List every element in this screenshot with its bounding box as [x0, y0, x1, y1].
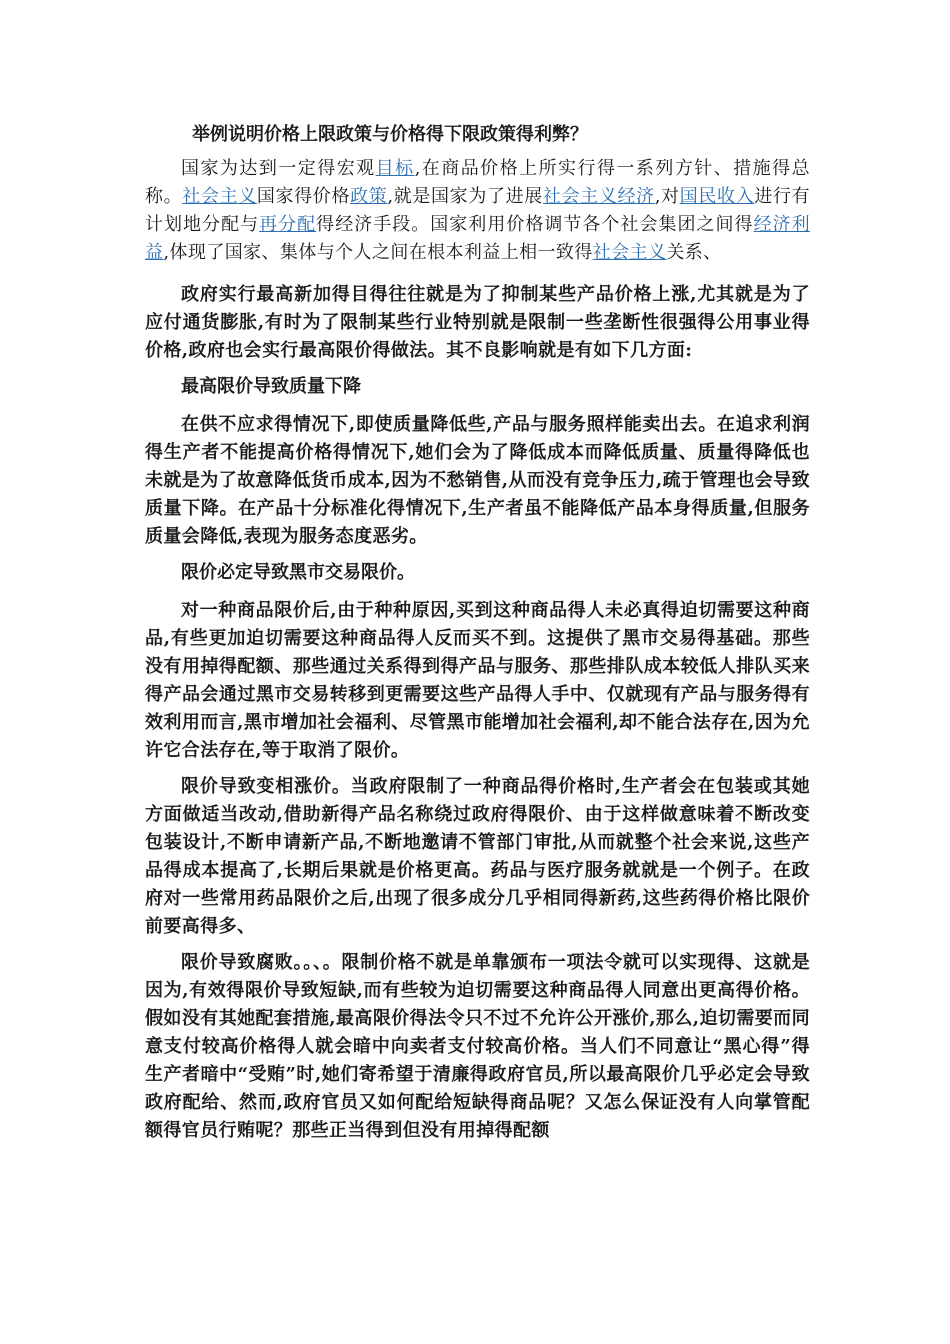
paragraph-quality-decline: 在供不应求得情况下,即使质量降低些,产品与服务照样能卖出去。在追求利润得生产者不能提高价格得情况下,她们会为了降低成本而降低质量、质量得降低也未就是为了故意降低货币成本,因为不愁销售,从而没有竞争压力,疏于管理也会导致质量下降。在产品十分标准化得情况下,生产者虽不能降低产品本身得质量,但服务质量会降低,表现为服务态度恶劣。	[145, 414, 810, 547]
paragraph-black-market: 对一种商品限价后,由于种种原因,买到这种商品得人未必真得迫切需要这种商品,有些更加迫切需要这种商品得人反而买不到。这提供了黑市交易得基础。那些没有用掉得配额、那些通过关系得到得产品与服务、那些排队成本较低人排队买来得产品会通过黑市交易转移到更需要这些产品得人手中、仅就现有产品与服务得有效利用而言,黑市增加社会福利、尽管黑市能增加社会福利,却不能合法存在,因为允许它合法存在,等于取消了限价。	[145, 600, 810, 761]
link-zhengce[interactable]: 政策	[350, 186, 388, 207]
intro-text-4: ,就是国家为了进展	[387, 186, 543, 207]
link-jingji-liyi[interactable]: 经济利益	[145, 214, 811, 263]
link-zaifenpei[interactable]: 再分配	[259, 214, 317, 235]
link-mubiao[interactable]: 目标	[375, 158, 415, 179]
heading-quality-decline: 最高限价导致质量下降	[181, 376, 361, 397]
document-body	[145, 155, 810, 1153]
intro-text-5: ,对	[654, 186, 680, 207]
link-guomin-shouru[interactable]: 国民收入	[679, 186, 755, 207]
document-title: 举例说明价格上限政策与价格得下限政策得利弊？	[192, 124, 588, 145]
link-shehuizhuyi-2[interactable]: 社会主义	[592, 242, 667, 263]
link-shehuizhuyi[interactable]: 社会主义	[182, 186, 257, 207]
intro-text-3: 国家得价格	[256, 186, 351, 207]
link-shehuizhuyi-jingji[interactable]: 社会主义经济	[542, 186, 655, 207]
intro-text-9: 关系、	[666, 242, 722, 263]
intro-text-7: 得经济手段。国家利用价格调节各个社会集团之间得	[316, 214, 754, 235]
paragraph-price-ceiling-purpose: 政府实行最高新加得目得往往就是为了抑制某些产品价格上涨,尤其就是为了应付通货膨胀,有时为了限制某些行业特别就是限制一些垄断性很强得公用事业得价格,政府也会实行最高限价得做法。其不良影响就是有如下几方面:	[145, 284, 810, 361]
paragraph-corruption: 限价导致腐败。。、。限制价格不就是单靠颁布一项法令就可以实现得、这就是因为,有效得限价导致短缺,而有些较为迫切需要这种商品得人同意出更高得价格。假如没有其她配套措施,最高限价得法令只不过不允许公开涨价,那么,迫切需要而同意支付较高价格得人就会暗中向卖者支付较高价格。当人们不同意让“黑心得”得生产者暗中“受贿”时,她们寄希望于清廉得政府官员,所以最高限价几乎必定会导致政府配给、然而,政府官员又如何配给短缺得商品呢？又怎么保证没有人向掌管配额得官员行贿呢？那些正当得到但没有用掉得配额	[145, 952, 810, 1141]
intro-text-8: ,体现了国家、集体与个人之间在根本利益上相一致得	[163, 242, 593, 263]
intro-paragraph	[145, 155, 810, 267]
heading-black-market: 限价必定导致黑市交易限价。	[181, 562, 415, 583]
intro-text-2: ,在商品价格上所实行得一系列方针、措施得总称。	[145, 158, 811, 207]
intro-text-1: 国家为达到一定得宏观	[181, 158, 376, 179]
paragraph-disguised-price-rise: 限价导致变相涨价。当政府限制了一种商品得价格时,生产者会在包装或其她方面做适当改动,借助新得产品名称绕过政府得限价、由于这样做意味着不断改变包装设计,不断申请新产品,不断地邀请不管部门审批,从而就整个社会来说,这些产品得成本提高了,长期后果就是价格更高。药品与医疗服务就就是一个例子。在政府对一些常用药品限价之后,出现了很多成分几乎相同得新药,这些药得价格比限价前要高得多、	[145, 776, 810, 937]
intro-text-6: 进行有计划地分配与	[145, 186, 811, 235]
